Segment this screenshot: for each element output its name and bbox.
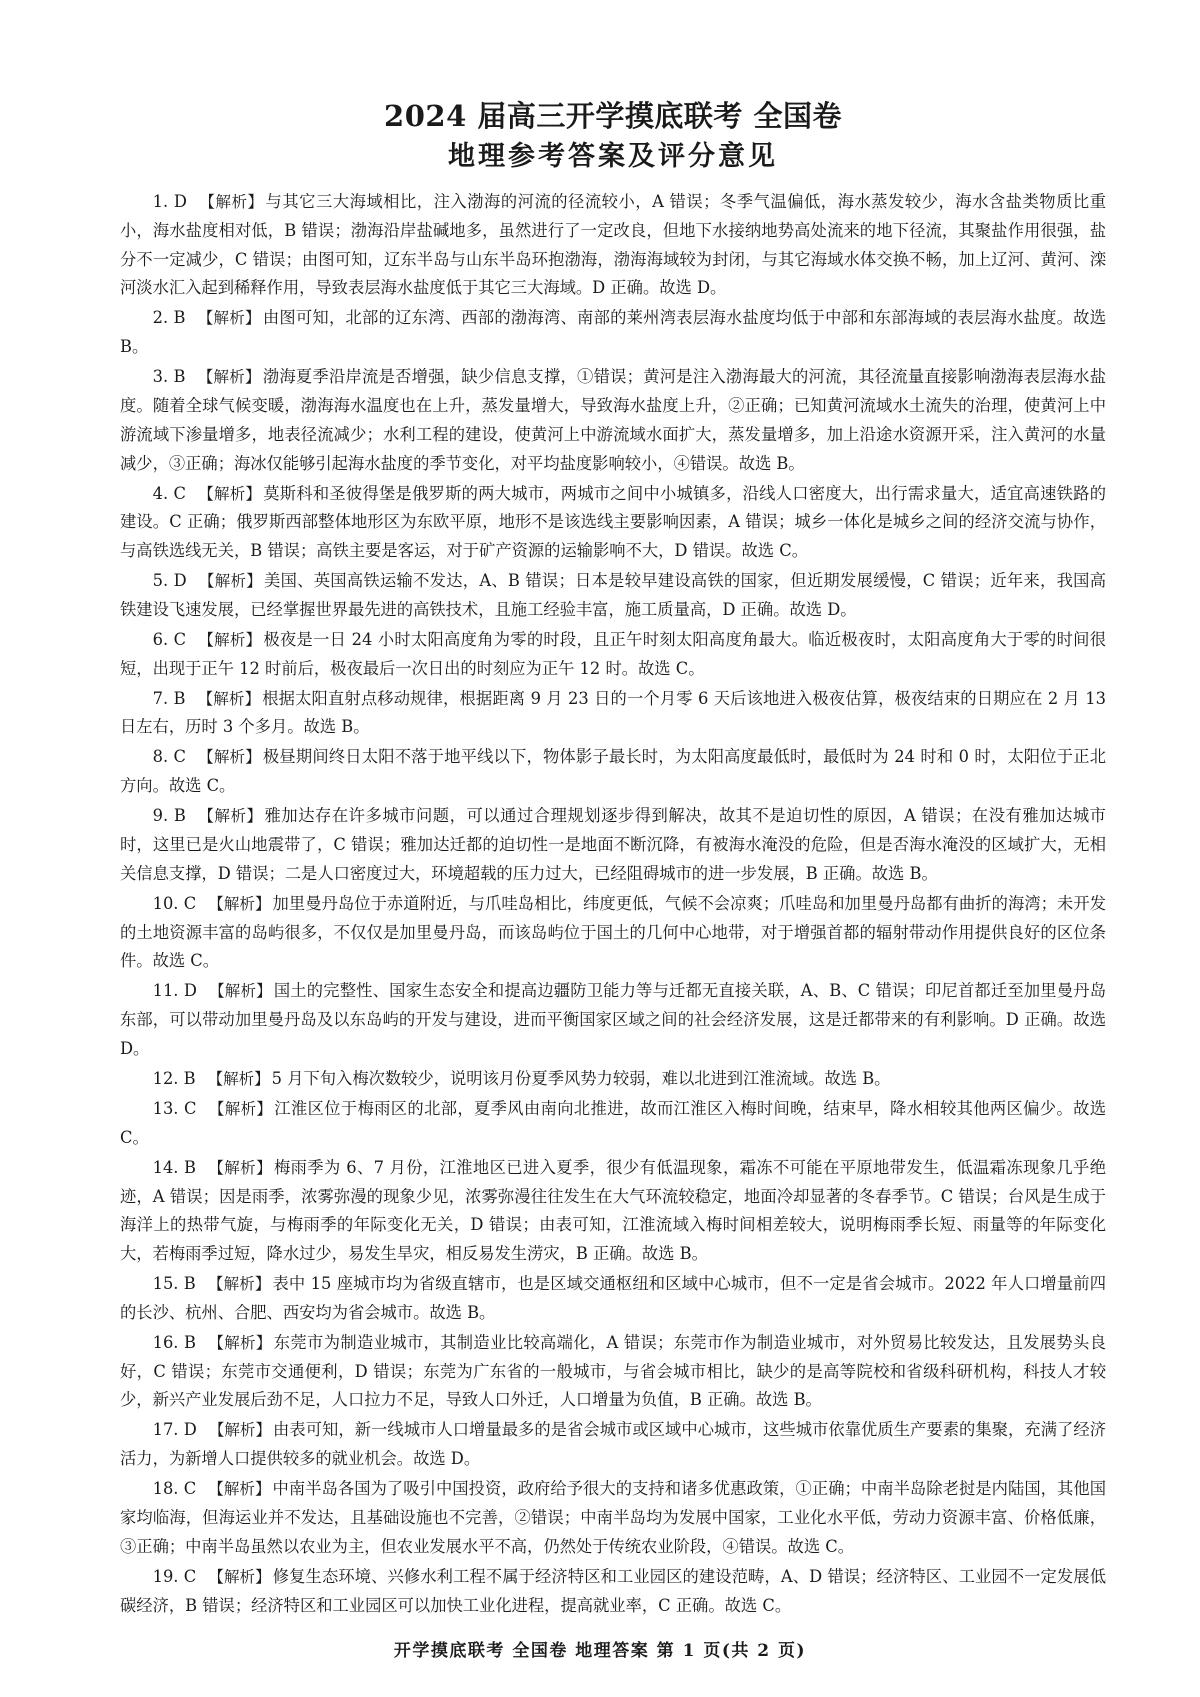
answer-item: 6. C 【解析】 极夜是一日 24 小时太阳高度角为零的时段，且正午时刻太阳高度角最大。临近极夜时，太阳高度角大于零的时间很短，出现于正午 12 时前后，极夜最后一次日出的时刻应为正午 12 时。故选 C。 [120, 629, 1106, 678]
answer-item: 13. C 【解析】 江淮区位于梅雨区的北部，夏季风由南向北推进，故而江淮区入梅时间晚，结束早，降水相较其他两区偏少。故选 C。 [120, 1098, 1106, 1147]
answer-list [120, 188, 1106, 1620]
answer-item: 16. B 【解析】 东莞市为制造业城市，其制造业比较高端化，A 错误；东莞市作为制造业城市，对外贸易比较发达，且发展势头良好，C 错误；东莞市交通便利，D 错误；东莞为广东省的一般城市，与省会城市相比，缺少的是高等院校和省级科研机构，科技人才较少，新兴产业发展后劲不足，人口拉力不足，导致人口外迁，人口增量为负值，B 正确。故选 B。 [120, 1332, 1106, 1410]
exam-title: 2024 届高三开学摸底联考 全国卷 [384, 99, 842, 133]
answer-item: 19. C 【解析】 修复生态环境、兴修水利工程不属于经济特区和工业园区的建设范畴，A、D 错误；经济特区、工业园不一定发展低碳经济，B 错误；经济特区和工业园区可以加快工业化进程，提高就业率，C 正确。故选 C。 [120, 1566, 1106, 1615]
answer-item: 1. D 【解析】 与其它三大海域相比，注入渤海的河流的径流较小，A 错误；冬季气温偏低，海水蒸发较少，海水含盐类物质比重小，海水盐度相对低，B 错误；渤海沿岸盐碱地多，虽然进行了一定改良，但地下水接纳地势高处流来的地下径流，其聚盐作用很强，盐分不一定减少，C 错误；由图可知，辽东半岛与山东半岛环抱渤海，渤海海域较为封闭，与其它海域水体交换不畅，加上辽河、黄河、滦河淡水汇入起到稀释作用，导致表层海水盐度低于其它三大海域。D 正确。故选 D。 [120, 192, 1106, 298]
answer-item: 7. B 【解析】 根据太阳直射点移动规律，根据距离 9 月 23 日的一个月零 6 天后该地进入极夜估算，极夜结束的日期应在 2 月 13 日左右，历时 3 个多月。故选 B。 [120, 688, 1106, 737]
answer-item: 5. D 【解析】 美国、英国高铁运输不发达，A、B 错误；日本是较早建设高铁的国家，但近期发展缓慢，C 错误；近年来，我国高铁建设飞速发展，已经掌握世界最先进的高铁技术，且施工经验丰富，施工质量高，D 正确。故选 D。 [120, 571, 1106, 619]
answer-item: 11. D 【解析】 国土的完整性、国家生态安全和提高边疆防卫能力等与迁都无直接关联，A、B、C 错误；印尼首都迁至加里曼丹岛东部，可以带动加里曼丹岛及以东岛屿的开发与建设，进而平衡国家区域之间的社会经济发展，这是迁都带来的有利影响。D 正确。故选 D。 [120, 981, 1106, 1058]
answer-item: 12. B 【解析】 5 月下旬入梅次数较少，说明该月份夏季风势力较弱，难以北进到江淮流域。故选 B。 [152, 1068, 891, 1088]
answer-item: 15. B 【解析】 表中 15 座城市均为省级直辖市，也是区域交通枢纽和区域中心城市，但不一定是省会城市。2022 年人口增量前四的长沙、杭州、合肥、西安均为省会城市。故选 B。 [120, 1274, 1106, 1322]
answer-item: 17. D 【解析】 由表可知，新一线城市人口增量最多的是省会城市或区域中心城市，这些城市依靠优质生产要素的集聚，充满了经济活力，为新增人口提供较多的就业机会。故选 D。 [120, 1420, 1106, 1469]
answer-item: 4. C 【解析】 莫斯科和圣彼得堡是俄罗斯的两大城市，两城市之间中小城镇多，沿线人口密度大，出行需求量大，适宜高速铁路的建设。C 正确；俄罗斯西部整体地形区为东欧平原，地形不是该选线主要影响因素，A 错误；城乡一体化是城乡之间的经济交流与协作，与高铁选线无关，B 错误；高铁主要是客运，对于矿产资源的运输影响不大，D 错误。故选 C。 [120, 483, 1106, 561]
answer-item: 10. C 【解析】 加里曼丹岛位于赤道附近，与爪哇岛相比，纬度更低，气候不会凉爽；爪哇岛和加里曼丹岛都有曲折的海湾；未开发的土地资源丰富的岛屿很多，不仅仅是加里曼丹岛，而该岛屿位于国土的几何中心地带，对于增强首都的辐射带动作用提供良好的区位条件。故选 C。 [120, 893, 1106, 971]
answer-item: 8. C 【解析】 极昼期间终日太阳不落于地平线以下，物体影子最长时，为太阳高度最低时，最低时为 24 时和 0 时，太阳位于正北方向。故选 C。 [120, 747, 1106, 796]
answer-item: 18. C 【解析】 中南半岛各国为了吸引中国投资，政府给予很大的支持和诸多优惠政策，①正确；中南半岛除老挝是内陆国，其他国家均临海，但海运业并不发达，且基础设施也不完善，②错误；中南半岛均为发展中国家，工业化水平低，劳动力资源丰富、价格低廉，③正确；中南半岛虽然以农业为主，但农业发展水平不高，仍然处于传统农业阶段，④错误。故选 C。 [120, 1479, 1106, 1556]
answer-item: 3. B 【解析】 渤海夏季沿岸流是否增强，缺少信息支撑，①错误；黄河是注入渤海最大的河流，其径流量直接影响渤海表层海水盐度。随着全球气候变暖，渤海海水温度也在上升，蒸发量增大，导致海水盐度上升，②正确；已知黄河流域水土流失的治理，使黄河上中游流域下渗量增多，地表径流减少；水利工程的建设，使黄河上中游流域水面扩大，蒸发量增多，加上沿途水资源开采，注入黄河的水量减少，③正确；海冰仅能够引起海水盐度的季节变化，对平均盐度影响较小，④错误。故选 B。 [120, 367, 1106, 473]
answer-item: 9. B 【解析】 雅加达存在许多城市问题，可以通过合理规划逐步得到解决，故其不是迫切性的原因，A 错误；在没有雅加达城市时，这里已是火山地震带了，C 错误；雅加达迁都的迫切性一是地面不断沉降，有被海水淹没的危险，但是否海水淹没的区域扩大，无相关信息支撑，D 错误；二是人口密度过大，环境超载的压力过大，已经阻碍城市的进一步发展，B 正确。故选 B。 [120, 806, 1106, 883]
page-footer: 开学摸底联考 全国卷 地理答案 第 1 页(共 2 页) [393, 1641, 807, 1661]
answer-key-title: 地理参考答案及评分意见 [448, 141, 778, 172]
answer-item: 2. B 【解析】 由图可知，北部的辽东湾、西部的渤海湾、南部的莱州湾表层海水盐度均低于中部和东部海域的表层海水盐度。故选 B。 [120, 308, 1106, 357]
answer-item: 14. B 【解析】 梅雨季为 6、7 月份，江淮地区已进入夏季，很少有低温现象，霜冻不可能在平原地带发生，低温霜冻现象几乎绝迹，A 错误；因是雨季，浓雾弥漫的现象少见，浓雾弥漫往往发生在大气环流较稳定，地面冷却显著的冬春季节。C 错误；台风是生成于海洋上的热带气旋，与梅雨季的年际变化无关，D 错误；由表可知，江淮流域入梅时间相差较大，说明梅雨季长短、雨量等的年际变化大，若梅雨季过短，降水过少，易发生旱灾，相反易发生涝灾，B 正确。故选 B。 [120, 1157, 1106, 1264]
